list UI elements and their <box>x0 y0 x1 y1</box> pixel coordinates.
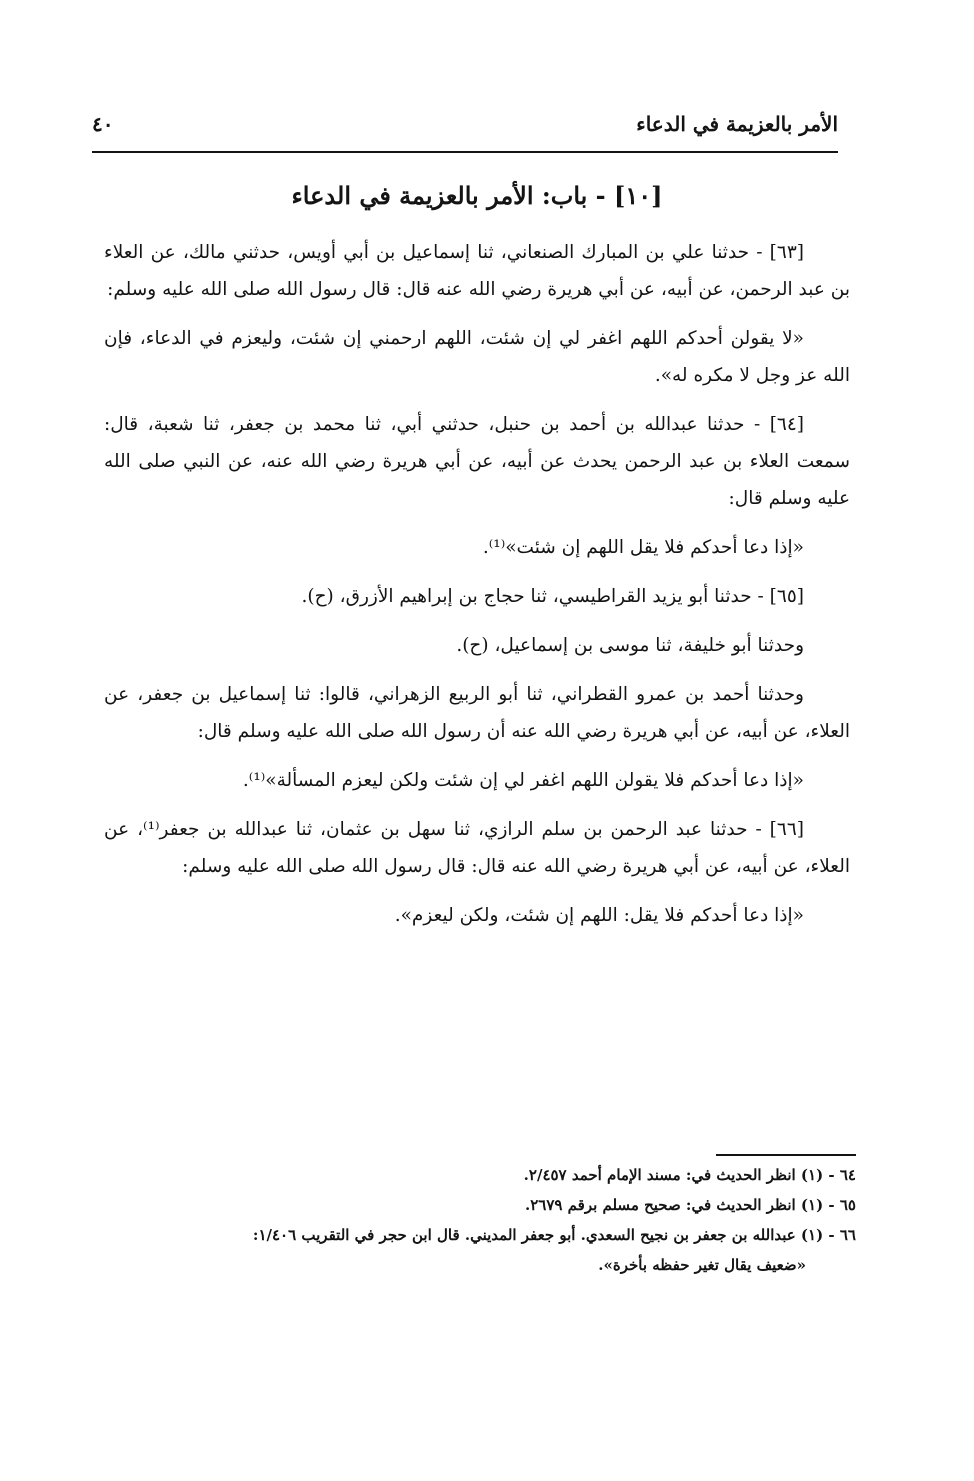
hadith-63-chain: [٦٣] - حدثنا علي بن المبارك الصنعاني، ثنا إسماعيل بن أبي أويس، حدثني مالك، عن العلاء بن عبد الرحمن، عن أبيه، عن أبي هريرة رضي الله عنه قال: قال رسول الله صلى الله عليه وسلم: <box>104 242 850 300</box>
header-rule <box>92 151 838 153</box>
hadith-66-text: «إذا دعا أحدكم فلا يقل: اللهم إن شئت، ولكن ليعزم». <box>394 905 804 926</box>
hadith-65-text: «إذا دعا أحدكم فلا يقولن اللهم اغفر لي إن شئت ولكن ليعزم المسألة»⁽¹⁾. <box>242 770 804 791</box>
footnote-64: ٦٤ - (١) انظر الحديث في: مسند الإمام أحمد ٢/٤٥٧. <box>523 1166 856 1184</box>
running-title: الأمر بالعزيمة في الدعاء <box>636 112 838 136</box>
hadith-65-chain-a: [٦٥] - حدثنا أبو يزيد القراطيسي، ثنا حجاج بن إبراهيم الأزرق، (ح). <box>301 586 804 607</box>
hadith-65-chain-c: وحدثنا أحمد بن عمرو القطراني، ثنا أبو الربيع الزهراني، قالوا: ثنا إسماعيل بن جعفر، عن العلاء، عن أبيه، عن أبي هريرة رضي الله عنه أن رسول الله صلى الله عليه وسلم قال: <box>104 684 850 742</box>
hadith-64-text: «إذا دعا أحدكم فلا يقل اللهم إن شئت»⁽¹⁾. <box>482 537 804 558</box>
footnote-66-continued: «ضعيف يقال تغير حفظه بأخرة». <box>598 1256 806 1274</box>
hadith-64-chain: [٦٤] - حدثنا عبدالله بن أحمد بن حنبل، حدثني أبي، ثنا محمد بن جعفر، ثنا شعبة، قال: سمعت العلاء بن عبد الرحمن يحدث عن أبيه، عن أبي هريرة رضي الله عنه، عن النبي صلى الله عليه وسلم قال: <box>104 414 850 509</box>
hadith-63-text: «لا يقولن أحدكم اللهم اغفر لي إن شئت، اللهم ارحمني إن شئت، وليعزم في الدعاء، فإن الله عز وجل لا مكره له». <box>104 328 850 386</box>
hadith-66-chain: [٦٦] - حدثنا عبد الرحمن بن سلم الرازي، ثنا سهل بن عثمان، ثنا عبدالله بن جعفر⁽¹⁾، عن العلاء، عن أبيه، عن أبي هريرة رضي الله عنه قال: قال رسول الله صلى الله عليه وسلم: <box>104 819 850 877</box>
page-number: ٤٠ <box>92 112 114 136</box>
footnote-66: ٦٦ - (١) عبدالله بن جعفر بن نجيح السعدي. أبو جعفر المديني. قال ابن حجر في التقريب ١/٤٠٦: <box>252 1226 856 1244</box>
footnote-65: ٦٥ - (١) انظر الحديث في: صحيح مسلم برقم ٢٦٧٩. <box>524 1196 856 1214</box>
chapter-title: [١٠] - باب: الأمر بالعزيمة في الدعاء <box>291 181 663 210</box>
footnote-rule <box>716 1154 856 1156</box>
hadith-65-chain-b: وحدثنا أبو خليفة، ثنا موسى بن إسماعيل، (ح). <box>456 635 804 656</box>
page-body <box>104 176 850 946</box>
running-header <box>92 112 838 146</box>
footnotes <box>104 1162 856 1282</box>
